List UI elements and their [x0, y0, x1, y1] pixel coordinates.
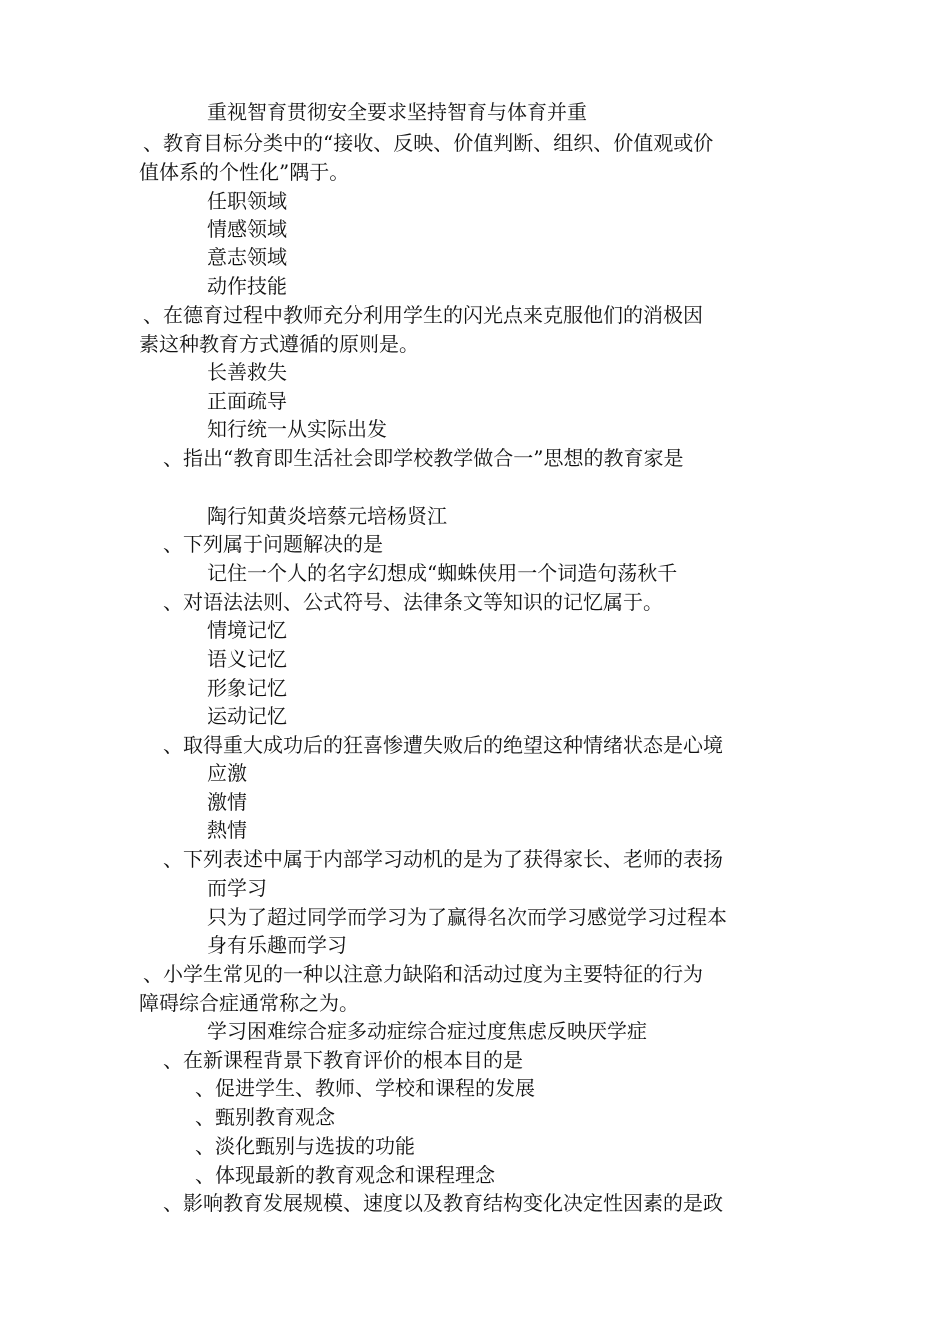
answer-option: 只为了超过同学而学习为了赢得名次而学习感觉学习过程本: [207, 905, 727, 929]
question-line: 值体系的个性化”隅于。: [139, 160, 350, 184]
question-line: 、教育目标分类中的“接收、反映、价值判断、组织、价值观或价: [143, 131, 714, 155]
question-line: 而学习: [207, 876, 267, 900]
answer-option: 情感领域: [207, 217, 287, 241]
question-line: 、对语法法则、公式符号、法律条文等知识的记忆属于。: [163, 590, 663, 614]
question-line: 素这种教育方式遵循的原则是。: [139, 332, 419, 356]
answer-option: 意志领域: [207, 245, 287, 269]
answer-option: 运动记忆: [207, 704, 287, 728]
answer-option: 熱情: [207, 818, 247, 842]
answer-option: 身有乐趣而学习: [207, 933, 347, 957]
answer-option: 学习困难综合症多动症综合症过度焦虑反映厌学症: [207, 1019, 647, 1043]
answer-option: 正面疏导: [207, 389, 287, 413]
answer-option: 激情: [207, 790, 247, 814]
answer-option: 陶行知黄炎培蔡元培杨贤江: [207, 504, 447, 528]
question-line: 障碍综合症通常称之为。: [139, 991, 359, 1015]
text-line: 重视智育贯彻安全要求坚持智育与体育并重: [207, 100, 587, 124]
answer-option: 情境记忆: [207, 618, 287, 642]
question-line: 、取得重大成功后的狂喜惨遭失败后的绝望这种情绪状态是心境: [163, 733, 723, 757]
question-line: 、在德育过程中教师充分利用学生的闪光点来克服他们的消极因: [143, 303, 703, 327]
question-line: 、下列属于问题解决的是: [163, 532, 383, 556]
answer-option: 记住一个人的名字幻想成“蜘蛛侠用一个词造句荡秋千: [207, 561, 678, 585]
answer-option: 、甄别教育观念: [195, 1105, 335, 1129]
question-line: 、在新课程背景下教育评价的根本目的是: [163, 1048, 523, 1072]
answer-option: 知行统一从实际出发: [207, 417, 387, 441]
answer-option: 、促进学生、教师、学校和课程的发展: [195, 1076, 535, 1100]
answer-option: 长善救失: [207, 360, 287, 384]
question-line: 、小学生常见的一种以注意力缺陷和活动过度为主要特征的行为: [143, 962, 703, 986]
answer-option: 语义记忆: [207, 647, 287, 671]
answer-option: 、淡化甄别与选拔的功能: [195, 1134, 415, 1158]
question-line: 、下列表述中属于内部学习动机的是为了获得家长、老师的表扬: [163, 847, 723, 871]
question-line: 、指出“教育即生活社会即学校教学做合一”思想的教育家是: [163, 446, 684, 470]
answer-option: 任职领域: [207, 189, 287, 213]
answer-option: 形象记忆: [207, 676, 287, 700]
answer-option: 应激: [207, 761, 247, 785]
answer-option: 、体现最新的教育观念和课程理念: [195, 1163, 495, 1187]
question-line: 、影响教育发展规模、速度以及教育结构变化决定性因素的是政: [163, 1191, 723, 1215]
answer-option: 动作技能: [207, 274, 287, 298]
